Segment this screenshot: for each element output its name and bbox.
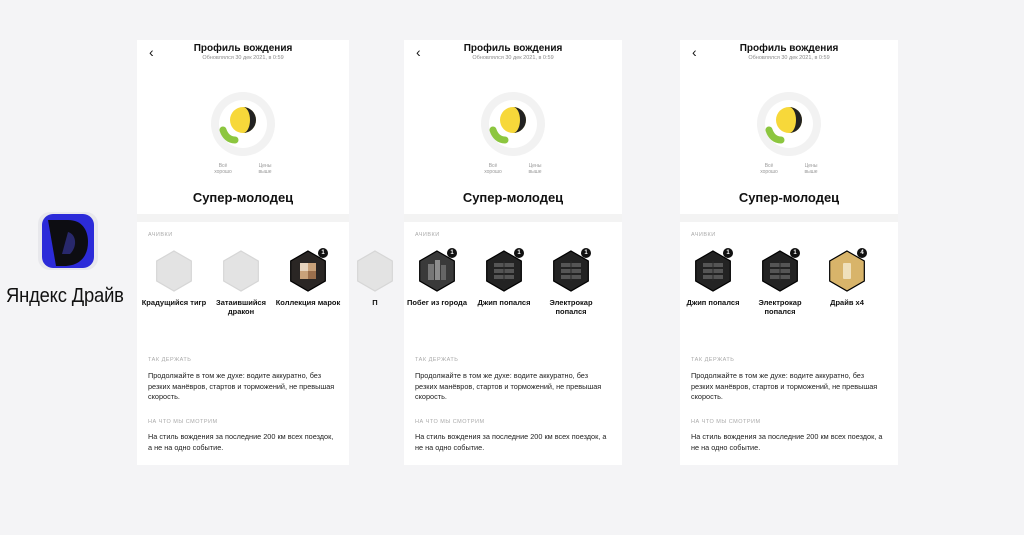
keep-it-up-label: ТАК ДЕРЖАТЬ — [415, 357, 459, 363]
achievement-item[interactable] — [404, 250, 470, 307]
screen-header — [680, 40, 898, 68]
updated-timestamp: Обновлялся 30 дек 2021, в 0:59 — [748, 55, 830, 61]
score-gauge-icon — [755, 90, 823, 158]
achievement-item[interactable] — [814, 250, 880, 307]
achievement-name: Электрокар попался — [549, 298, 593, 317]
what-we-watch-text: На стиль вождения за последние 200 км всех поездок, а не на одно событие. — [415, 432, 607, 452]
achievement-hex-icon — [416, 250, 458, 292]
keep-it-up-label: ТАК ДЕРЖАТЬ — [148, 357, 192, 363]
achievement-count-badge: 1 — [514, 248, 524, 258]
updated-timestamp: Обновлялся 30 дек 2021, в 0:59 — [472, 55, 554, 61]
driving-score-gauge — [680, 68, 898, 190]
achievement-hex-icon — [826, 250, 868, 292]
updated-timestamp: Обновлялся 30 дек 2021, в 0:59 — [202, 55, 284, 61]
score-gauge-icon — [479, 90, 547, 158]
divider — [680, 214, 898, 222]
driving-profile-screen-3 — [680, 40, 898, 465]
achievement-count-badge: 1 — [723, 248, 733, 258]
achievement-hex-icon — [153, 250, 195, 292]
achievement-name: Затаившийся дракон — [216, 298, 266, 317]
what-we-watch-label: НА ЧТО МЫ СМОТРИМ — [148, 419, 218, 425]
achievement-count-badge: 1 — [581, 248, 591, 258]
gauge-label-prices: Цены выше — [528, 163, 542, 175]
achievement-hex-icon — [220, 250, 262, 292]
achievement-hex-icon — [692, 250, 734, 292]
achievements-label: АЧИВКИ — [691, 232, 716, 238]
gauge-label-good: Всё хорошо — [484, 163, 502, 175]
divider — [404, 214, 622, 222]
page-title: Профиль вождения — [739, 43, 839, 54]
achievement-count-badge: 1 — [318, 248, 328, 258]
gauge-label-good: Всё хорошо — [214, 163, 232, 175]
achievements-row — [137, 250, 378, 330]
screen-header — [137, 40, 349, 68]
gauge-label-good: Всё хорошо — [760, 163, 778, 175]
achievement-hex-icon — [483, 250, 525, 292]
back-arrow-icon[interactable]: ‹ — [149, 44, 154, 60]
achievement-count-badge: 4 — [857, 248, 867, 258]
achievement-name: Джип попался — [686, 298, 740, 307]
page-title: Профиль вождения — [463, 43, 563, 54]
back-arrow-icon[interactable]: ‹ — [692, 44, 697, 60]
achievement-item[interactable] — [471, 250, 537, 307]
achievement-item[interactable] — [538, 250, 604, 317]
achievement-hex-icon — [287, 250, 329, 292]
achievements-label: АЧИВКИ — [415, 232, 440, 238]
brand-name: Яндекс Драйв — [6, 285, 124, 307]
screen-header — [404, 40, 622, 68]
achievement-name: П — [372, 298, 378, 307]
keep-it-up-text: Продолжайте в том же духе: водите аккуратно, без резких манёвров, стартов и торможений, не превышая скорость. — [415, 371, 602, 402]
rating-title: Супер-молодец — [738, 190, 840, 205]
achievement-item[interactable] — [342, 250, 408, 307]
rating-title: Супер-молодец — [462, 190, 564, 205]
what-we-watch-text: На стиль вождения за последние 200 км всех поездок, а не на одно событие. — [691, 432, 883, 452]
what-we-watch-text: На стиль вождения за последние 200 км всех поездок, а не на одно событие. — [148, 432, 334, 452]
divider — [137, 214, 349, 222]
driving-profile-screen-2 — [404, 40, 622, 465]
achievement-name: Электрокар попался — [758, 298, 802, 317]
achievement-item[interactable] — [747, 250, 813, 317]
achievement-name: Драйв x4 — [830, 298, 864, 307]
achievement-hex-icon — [354, 250, 396, 292]
keep-it-up-text: Продолжайте в том же духе: водите аккуратно, без резких манёвров, стартов и торможений, не превышая скорость. — [148, 371, 335, 402]
what-we-watch-label: НА ЧТО МЫ СМОТРИМ — [691, 419, 761, 425]
achievement-item[interactable] — [208, 250, 274, 317]
achievement-name: Побег из города — [406, 298, 467, 307]
achievement-hex-icon — [550, 250, 592, 292]
keep-it-up-text: Продолжайте в том же духе: водите аккуратно, без резких манёвров, стартов и торможений, не превышая скорость. — [691, 371, 878, 402]
what-we-watch-label: НА ЧТО МЫ СМОТРИМ — [415, 419, 485, 425]
yandex-drive-logo-icon — [38, 212, 98, 270]
achievement-count-badge: 1 — [447, 248, 457, 258]
page-title: Профиль вождения — [193, 43, 293, 54]
driving-profile-screen-1 — [137, 40, 378, 465]
achievement-name: Крадущийся тигр — [141, 298, 207, 307]
achievements-label: АЧИВКИ — [148, 232, 173, 238]
achievement-name: Коллекция марок — [275, 298, 341, 307]
achievement-item[interactable] — [141, 250, 207, 307]
achievements-row — [680, 250, 898, 330]
driving-score-gauge — [404, 68, 622, 190]
rating-title: Супер-молодец — [192, 190, 294, 205]
driving-score-gauge — [137, 68, 349, 190]
gauge-label-prices: Цены выше — [258, 163, 272, 175]
achievement-hex-icon — [759, 250, 801, 292]
score-gauge-icon — [209, 90, 277, 158]
achievements-row — [404, 250, 622, 330]
gauge-label-prices: Цены выше — [804, 163, 818, 175]
keep-it-up-label: ТАК ДЕРЖАТЬ — [691, 357, 735, 363]
achievement-name: Джип попался — [477, 298, 531, 307]
achievement-item[interactable] — [275, 250, 341, 307]
achievement-count-badge: 1 — [790, 248, 800, 258]
back-arrow-icon[interactable]: ‹ — [416, 44, 421, 60]
achievement-item[interactable] — [680, 250, 746, 307]
